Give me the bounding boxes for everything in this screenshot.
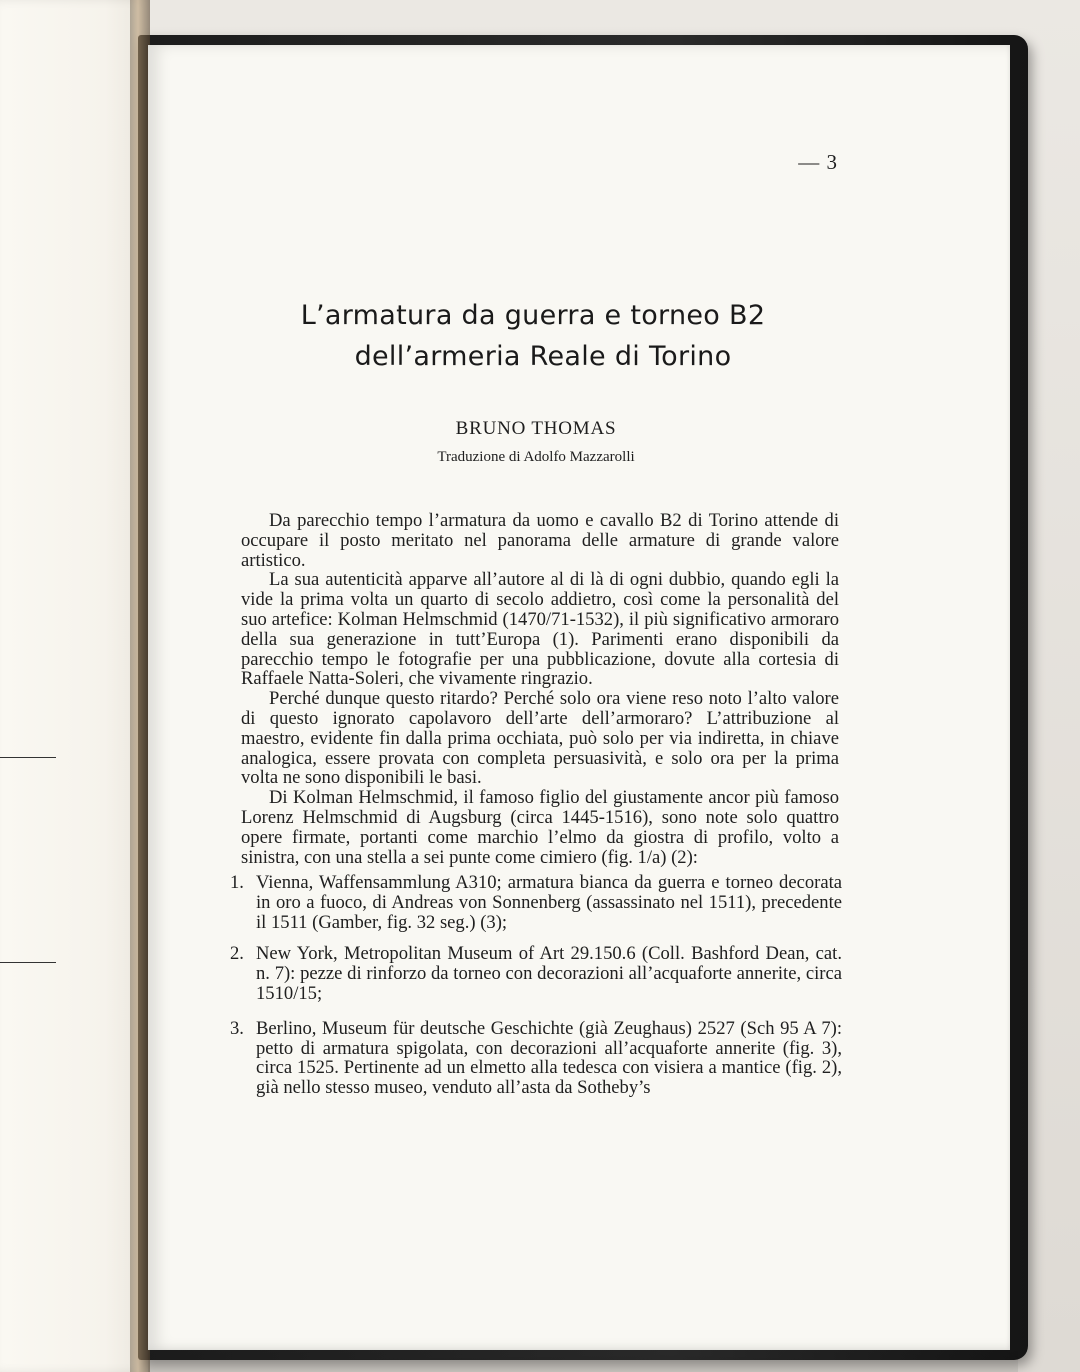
list-item — [230, 873, 842, 932]
list-item-number: 2. — [230, 943, 244, 965]
paragraph: La sua autenticità apparve all’autore al di là di ogni dubbio, quando egli la vide la prima volta un quarto di secolo addietro, così come la personalità del suo artefice: Kolman Helmschmid (1470/71-1532), il più significativo armoraro della sua generazione in tutt’Europa (1). Parimenti erano disponibili da parecchio tempo le fotografie per una pubblicazione, dovute alla cortesia di Raffaele Natta-Soleri, che vivamente ringrazio. — [241, 569, 839, 690]
article-translator: Traduzione di Adolfo Mazzarolli — [437, 449, 635, 465]
list-item-text: New York, Metropolitan Museum of Art 29.150.6 (Coll. Bashford Dean, cat. n. 7): pezze di rinforzo da torneo con decorazioni all’acquaforte annerite, circa 1510/15; — [256, 943, 842, 1004]
page-number: — 3 — [798, 150, 838, 174]
list-item-text: Vienna, Waffensammlung A310; armatura bianca da guerra e torneo decorata in oro a fuoco, di Andreas von Sonnenberg (assassinato nel 1511), precedente il 1511 (Gamber, fig. 32 seg.) (3); — [256, 872, 842, 933]
article-title-line-1: L’armatura da guerra e torneo B2 — [300, 300, 766, 331]
article-author: BRUNO THOMAS — [455, 418, 617, 439]
list-item-text: Berlino, Museum für deutsche Geschichte (già Zeughaus) 2527 (Sch 95 A 7): petto di armatura spigolata, con decorazioni all’acquaforte annerite (fig. 3), circa 1525. Pertinente ad un elmetto alla tedesca con visiera a mantice (fig. 2), già nello stesso museo, venduto all’asta da Sotheby’s — [256, 1017, 842, 1099]
list-item — [230, 1019, 842, 1098]
book-page — [148, 45, 1010, 1350]
paragraph: Di Kolman Helmschmid, il famoso figlio del giustamente ancor più famoso Lorenz Helmschmid di Augsburg (circa 1445-1516), sono note solo quattro opere firmate, portanti come marchio l’elmo da giostra di profilo, volto a sinistra, con una stella a sei punte come cimiero (fig. 1/a) (2): — [241, 787, 839, 868]
list-item-number: 1. — [230, 872, 244, 893]
left-page-rule — [0, 962, 56, 963]
article-title-line-2: dell’armeria Reale di Torino — [354, 341, 732, 372]
paragraph: Da parecchio tempo l’armatura da uomo e cavallo B2 di Torino attende di occupare il posto meritato nel panorama delle armature di grande valore artistico. — [241, 510, 839, 571]
left-facing-page — [0, 0, 150, 1372]
article-body — [241, 511, 839, 867]
paragraph: Perché dunque questo ritardo? Perché solo ora viene reso noto l’alto valore di questo ignorato capolavoro dell’arte dell’armoraro? L’attribuzione al maestro, evidente fin dalla prima occhiata, può solo per via indiretta, in chiave analogica, essere provata con completa persuasività, e solo ora per la prima volta ne sono disponibili le basi. — [241, 688, 839, 789]
book-gutter — [130, 0, 150, 1372]
left-page-rule — [0, 757, 56, 758]
signed-works-list — [230, 873, 842, 1098]
list-item-number: 3. — [230, 1017, 244, 1039]
list-item — [230, 944, 842, 1003]
page-bottom-shadow — [148, 1342, 1018, 1372]
